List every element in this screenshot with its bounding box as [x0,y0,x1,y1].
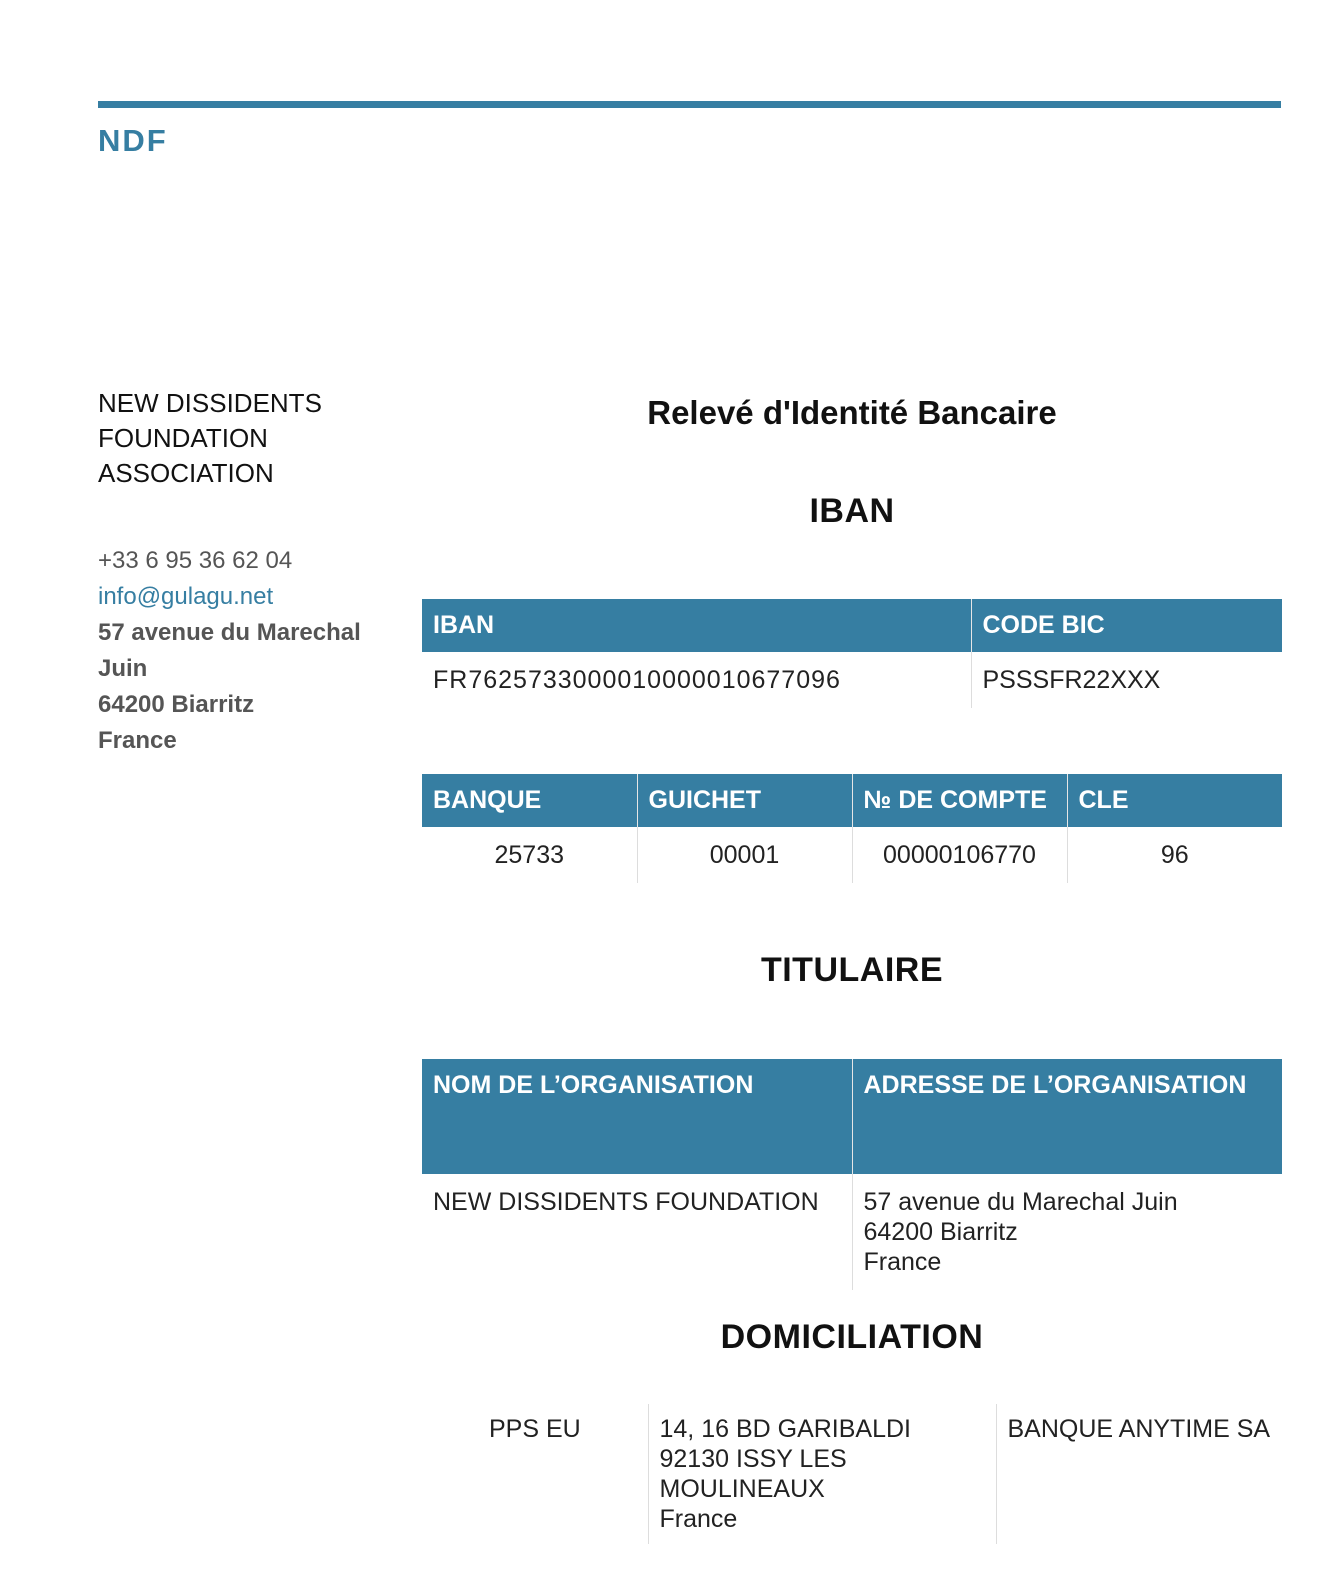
sender-address-line: France [98,727,177,754]
sender-phone: +33 6 95 36 62 04 [98,547,293,574]
brand-logo-text: NDF [98,123,168,158]
rib-details-table [422,774,1282,883]
account-number-value: 00000106770 [852,827,1067,883]
org-address-line: France [863,1248,942,1276]
sender-address-line: Juin [98,655,148,682]
bank-code-value: 25733 [494,841,565,869]
sender-name-line: ASSOCIATION [98,458,274,488]
table-row [422,1174,1282,1290]
org-address-line: 64200 Biarritz [863,1218,1018,1246]
bank-address-line: 14, 16 BD GARIBALDI [659,1415,912,1443]
header-rule [98,101,1281,108]
bank-address-line: 92130 ISSY LES [659,1445,847,1473]
iban-column-header: IBAN [422,599,971,652]
bic-value: PSSSFR22XXX [971,652,1282,708]
table-row [422,652,1282,708]
sender-contact [98,543,398,759]
sender-name-line: FOUNDATION [98,423,268,453]
org-address-header: ADRESSE DE L’ORGANISATION [852,1059,1282,1174]
branch-code-value: 00001 [637,827,852,883]
org-address-value [852,1174,1282,1290]
bank-code-header: BANQUE [422,774,637,827]
iban-value: FR7625733000010000010677096 [433,666,841,694]
table-row [422,827,1282,883]
domiciliation-heading: DOMICILIATION [720,1318,984,1356]
branch-code-header: GUICHET [637,774,852,827]
org-name-value: NEW DISSIDENTS FOUNDATION [433,1188,819,1216]
key-value: 96 [1067,827,1282,883]
iban-table [422,599,1282,708]
table-header-row [422,774,1282,827]
sender-block [98,386,398,759]
bank-address-line: France [659,1505,738,1533]
bank-name-value: PPS EU [489,1415,581,1443]
sender-email-link[interactable]: info@gulagu.net [98,583,274,610]
sender-name-line: NEW DISSIDENTS [98,388,322,418]
key-header: CLE [1067,774,1282,827]
document-title: Relevé d'Identité Bancaire [647,394,1057,431]
bic-column-header: CODE BIC [971,599,1282,652]
titulaire-table [422,1059,1282,1290]
bank-address-value [648,1404,996,1544]
bank-entity-value: BANQUE ANYTIME SA [996,1404,1282,1544]
org-name-header: NOM DE L’ORGANISATION [422,1059,852,1174]
titulaire-heading: TITULAIRE [760,951,944,989]
account-number-header: № DE COMPTE [852,774,1067,827]
org-address-line: 57 avenue du Marechal Juin [863,1188,1178,1216]
domiciliation-table [470,1404,1282,1544]
sender-address-line: 57 avenue du Marechal [98,619,361,646]
table-header-row [422,599,1282,652]
bank-address-line: MOULINEAUX [659,1475,825,1503]
iban-heading: IBAN [809,492,895,530]
sender-address-line: 64200 Biarritz [98,691,255,718]
sender-name [98,386,398,491]
table-header-row [422,1059,1282,1174]
table-row [470,1404,1282,1544]
